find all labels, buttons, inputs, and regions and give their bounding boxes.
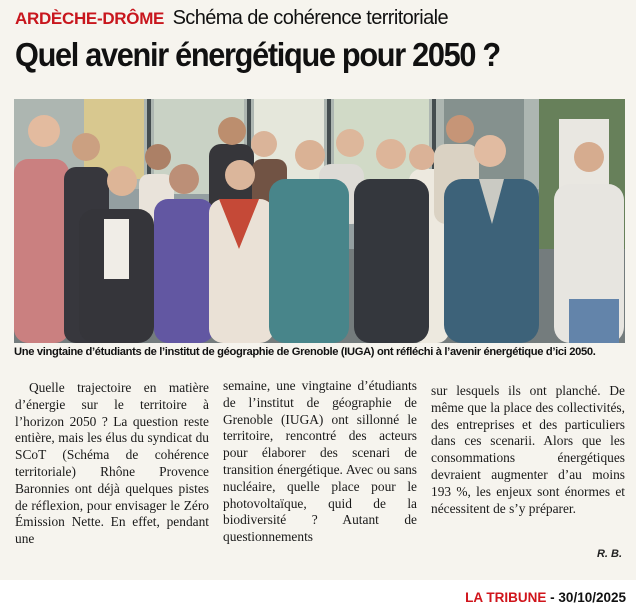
footer-separator: - <box>546 590 559 605</box>
body-paragraph: Quelle trajectoire en matière d’énergie sur le territoire à l’horizon 2050 ? La question reste entière, mais les élus du syndicat du SCoT (Schéma de cohérence territoriale) Rhône Provence Baronnies ont déjà quelques pistes de réflexion, pour envisager le Zéro Émission Nette. En effet, pendant une <box>15 380 209 547</box>
body-column-2 <box>223 378 417 546</box>
body-paragraph: semaine, une vingtaine d’étudiants de l’institut de géographie de Grenoble (IUGA) ont sillonné le territoire, rencontré des acteurs pour élaborer des scenari de transition énergétique. Avec ou sans nucléaire, quelle place pour le photovoltaïque, quid de la biodiversité ? Autant de questionnements <box>223 378 417 545</box>
region-label: ARDÈCHE-DRÔME <box>15 9 165 28</box>
publication-date: 30/10/2025 <box>558 590 626 605</box>
article-kicker <box>15 7 448 30</box>
article-headline: Quel avenir énergétique pour 2050 ? <box>15 36 500 73</box>
group-photo <box>14 99 625 343</box>
author-signature: R. B. <box>596 548 622 560</box>
photo-caption: Une vingtaine d’étudiants de l’institut de géographie de Grenoble (IUGA) ont réfléchi à l’avenir énergétique d’ici 2050. <box>14 346 596 358</box>
body-column-3 <box>431 383 625 517</box>
topic-label: Schéma de cohérence territoriale <box>172 7 448 29</box>
source-footer <box>465 590 626 605</box>
body-column-1 <box>15 380 209 548</box>
group-photo-image <box>14 99 625 343</box>
body-paragraph: sur lesquels ils ont planché. De même que la place des collectivités, des entreprises et des particuliers dans ces scenarii. Alors que les consommations énergétiques devraient augmenter d’au moins 193 %, les enjeux sont énormes et nécessitent de s’y préparer. <box>431 383 625 516</box>
publication-name: LA TRIBUNE <box>465 590 547 605</box>
